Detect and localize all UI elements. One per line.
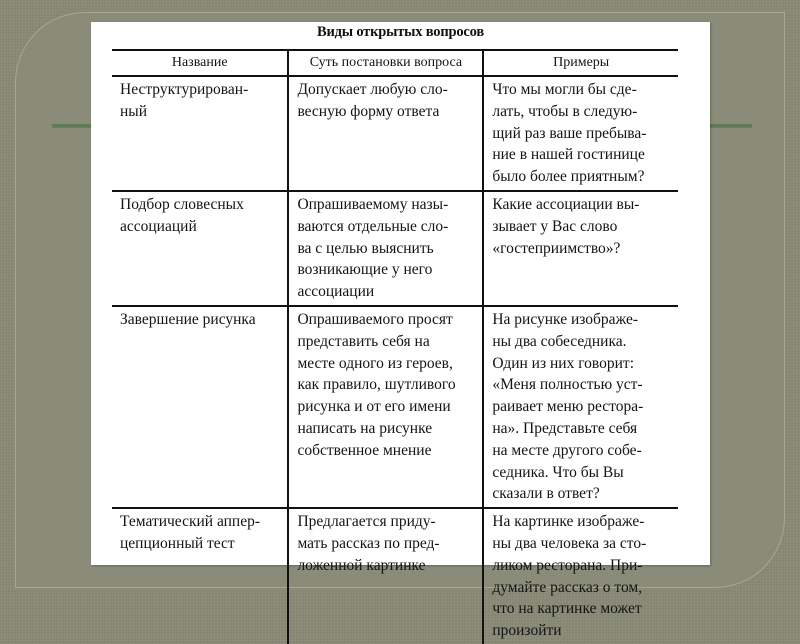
cell-text-line: что на картинке может (492, 600, 642, 618)
cell-text-line: Подбор словесных (120, 195, 244, 213)
cell-text-line: написать на рисунке (297, 419, 433, 437)
cell-example (483, 306, 678, 508)
cell-text-line: ва с целью выяснить (297, 239, 434, 257)
cell-text-line: ложенной картинке (297, 556, 426, 574)
cell-text-line: как правило, шутливого (297, 376, 456, 394)
table-row (112, 508, 678, 644)
cell-text-line: раивает меню рестора- (492, 398, 644, 416)
header-name: Название (112, 50, 288, 76)
cell-text-line: «Меня полностью уст- (492, 376, 643, 394)
cell-essence (288, 76, 483, 191)
cell-text-line: Неструктурирован- (120, 81, 249, 98)
cell-text-line: мать рассказ по пред- (297, 534, 440, 552)
cell-text-line: Тематический аппер- (120, 513, 260, 531)
cell-text-line: собственное мнение (297, 441, 432, 459)
cell-text-line: цепционный тест (120, 534, 235, 552)
cell-example (483, 191, 678, 306)
cell-text-line: на». Представьте себя (492, 419, 638, 437)
table-row (112, 76, 678, 191)
cell-essence (288, 508, 483, 644)
cell-text-line: ны два человека за сто- (492, 534, 647, 552)
cell-name (112, 76, 288, 191)
cell-text-line: ный (120, 102, 148, 120)
cell-example (483, 76, 678, 191)
cell-text-line: ны два собеседника. (492, 332, 627, 350)
cell-text-line: ние в нашей гостинице (492, 146, 645, 164)
table-row (112, 191, 678, 306)
cell-text-line: Допускает любую сло- (297, 81, 448, 98)
cell-example (483, 508, 678, 644)
cell-essence (288, 306, 483, 508)
cell-text-line: На картинке изображе- (492, 513, 645, 531)
cell-text-line: щий раз ваше пребыва- (492, 124, 647, 142)
cell-text-line: возникающие у него (297, 261, 433, 279)
cell-text-line: весную форму ответа (297, 102, 440, 120)
cell-text-line: Завершение рисунка (120, 310, 256, 328)
cell-text-line: Один из них говорит: (492, 354, 635, 372)
cell-text-line: Опрашиваемому назы- (297, 195, 449, 213)
header-essence: Суть постановки вопроса (288, 50, 483, 76)
table-row (112, 306, 678, 508)
cell-text-line: Какие ассоциации вы- (492, 195, 640, 213)
cell-text-line: зывает у Вас слово (492, 217, 618, 235)
table-header-row (112, 50, 678, 76)
cell-text-line: Опрашиваемого просят (297, 310, 453, 328)
cell-text-line: ваются отдельные сло- (297, 217, 449, 235)
cell-name (112, 306, 288, 508)
cell-text-line: седника. Что бы Вы (492, 463, 624, 481)
cell-text-line: думайте рассказ о том, (492, 578, 643, 596)
cell-essence (288, 191, 483, 306)
cell-text-line: Предлагается приду- (297, 513, 436, 531)
cell-text-line: сказали в ответ? (492, 485, 600, 503)
open-questions-table (112, 49, 678, 644)
cell-name (112, 508, 288, 644)
scanned-table-image (91, 22, 710, 640)
cell-text-line: ассоциаций (120, 217, 197, 235)
cell-text-line: «гостеприимство»? (492, 239, 621, 257)
cell-text-line: было более приятным? (492, 168, 645, 186)
accent-line-right (710, 124, 752, 127)
cell-text-line: Что мы могли бы сде- (492, 81, 637, 98)
header-examples: Примеры (483, 50, 678, 76)
table-title: Виды открытых вопросов (317, 24, 484, 40)
cell-text-line: На рисунке изображе- (492, 310, 639, 328)
cell-text-line: ликом ресторана. При- (492, 556, 643, 574)
cell-text-line: лать, чтобы в следую- (492, 102, 638, 120)
cell-text-line: произойти (492, 622, 562, 640)
cell-name (112, 191, 288, 306)
cell-text-line: рисунка и от его имени (297, 398, 451, 416)
accent-line-left (52, 124, 92, 127)
cell-text-line: месте одного из героев, (297, 354, 453, 372)
cell-text-line: на месте другого собе- (492, 441, 642, 459)
cell-text-line: представить себя на (297, 332, 430, 350)
cell-text-line: ассоциации (297, 283, 375, 301)
